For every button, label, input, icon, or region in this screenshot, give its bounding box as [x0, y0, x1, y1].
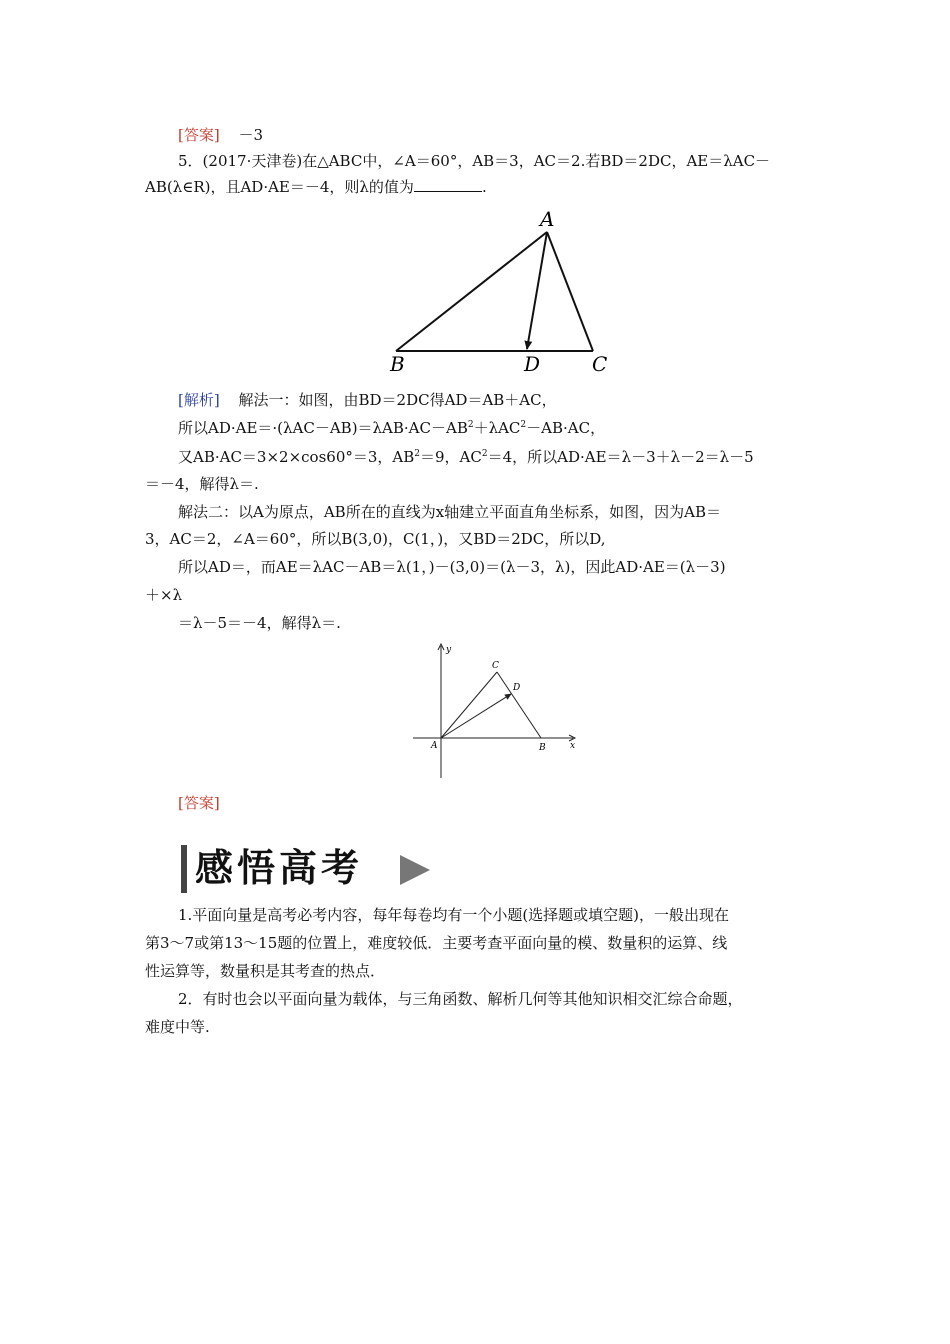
answer-blank [414, 177, 482, 192]
solution-line-5: 解法二：以A为原点，AB所在的直线为x轴建立平面直角坐标系，如图，因为AB＝ [178, 503, 722, 521]
solution-line-8: ＋×λ [145, 586, 183, 604]
problem-line-1: 5．(2017·天津卷)在△ABC中，∠A＝60°，AB＝3，AC＝2.若BD＝2DC，AE＝λAC－ [178, 152, 771, 170]
para2-line2: 难度中等. [145, 1018, 210, 1036]
m1-line2-a: 所以AD·AE＝·(λAC－AB)＝λAB·AC－AB [178, 419, 468, 437]
point-label-c: C [492, 661, 499, 671]
m1-line2-c: －AB·AC， [526, 419, 606, 437]
segment-cb [497, 672, 541, 738]
solution-line-6: 3，AC＝2，∠A＝60°，所以B(3,0)，C(1，)，又BD＝2DC，所以D, [145, 530, 606, 548]
point-label-d: D [513, 683, 521, 693]
axis-label-x: x [570, 741, 576, 751]
heading-bar [181, 845, 187, 893]
play-arrow-icon [400, 855, 430, 885]
label-b: B [390, 352, 405, 376]
triangle-figure [380, 200, 620, 380]
coordinate-figure [405, 640, 585, 780]
solution-line-3 [178, 447, 754, 467]
para1-line3: 性运算等，数量积是其考查的热点． [145, 962, 386, 980]
solution-line-2 [178, 418, 605, 438]
m1-line3-b: ＝9，AC [420, 448, 482, 466]
m1-line3-a: 又AB·AC＝3×2×cos60°＝3，AB [178, 448, 415, 466]
answer-tag: [答案] [178, 126, 220, 144]
side-ac [547, 232, 593, 351]
label-c: C [592, 352, 608, 376]
vector-ad [527, 232, 547, 349]
solution-line-1 [178, 390, 557, 410]
para1-line2: 第3～7或第13～15题的位置上，难度较低．主要考查平面向量的模、数量积的运算、线 [145, 934, 728, 952]
segment-ac [441, 672, 497, 738]
solution-line-4: ＝－4，解得λ＝. [145, 475, 259, 493]
section-title: 感悟高考 [195, 846, 364, 890]
problem-line-2-text: AB(λ∈R)，且AD·AE＝－4，则λ的值为 [145, 178, 414, 196]
problem-line-2-end: . [481, 178, 487, 196]
solution-line-7: 所以AD＝，而AE＝λAC－AB＝λ(1，)－(3,0)＝(λ－3，λ)，因此AD·AE＝(λ－3) [178, 558, 726, 576]
sup-c: 2 [414, 449, 421, 459]
sup-d: 2 [481, 449, 488, 459]
solution-tag: [解析] [178, 391, 220, 409]
problem-line-2 [145, 177, 487, 197]
para1-line1: 1.平面向量是高考必考内容，每年每卷均有一个小题(选择题或填空题)，一般出现在 [178, 906, 730, 924]
solution-line-9: ＝λ－5＝－4，解得λ＝. [178, 614, 341, 632]
side-ab [396, 232, 547, 351]
method1-intro: 解法一：如图，由BD＝2DC得AD＝AB＋AC， [238, 391, 557, 409]
answer-end-tag: [答案] [178, 794, 220, 812]
label-a: A [540, 207, 555, 231]
label-d: D [524, 352, 541, 376]
sup-b: 2 [520, 420, 527, 430]
answer-line [178, 125, 263, 145]
answer-value: －3 [238, 126, 264, 144]
para2-line1: 2．有时也会以平面向量为载体，与三角函数、解析几何等其他知识相交汇综合命题， [178, 990, 743, 1008]
axis-label-y: y [446, 645, 452, 655]
m1-line2-b: ＋λAC [473, 419, 521, 437]
point-label-b: B [539, 743, 546, 753]
m1-line3-c: ＝4，所以AD·AE＝λ－3＋λ－2＝λ－5 [487, 448, 754, 466]
point-label-a: A [431, 741, 438, 751]
vector-ad [441, 694, 511, 738]
sup-a: 2 [467, 420, 474, 430]
